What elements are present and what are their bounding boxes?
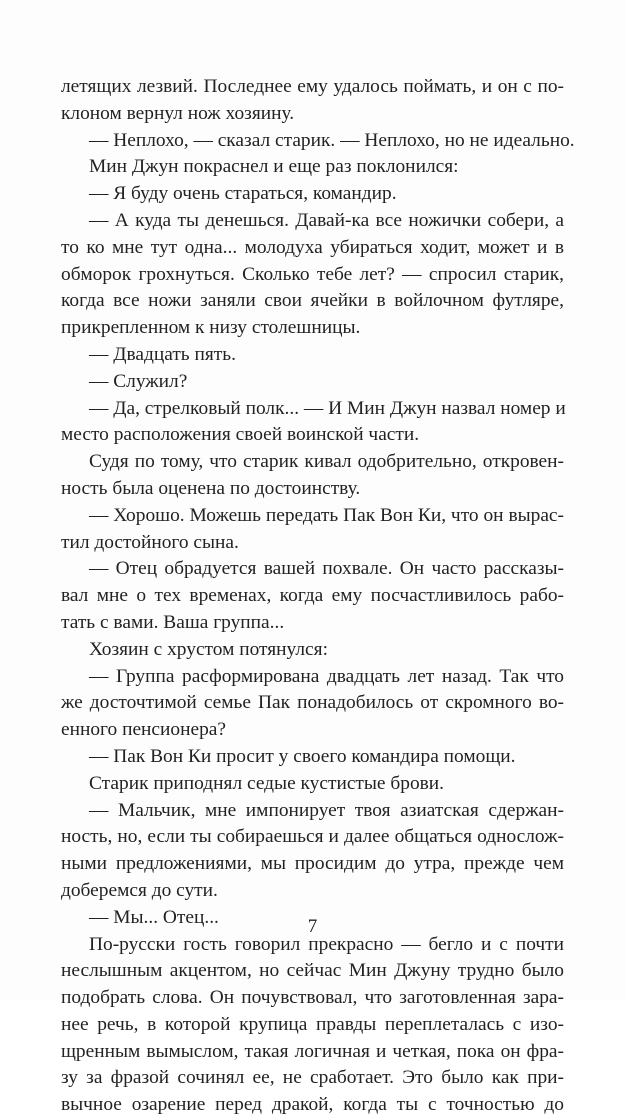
text-line: вал мне о тех временах, когда ему посчастливилось рабо- [61, 585, 564, 607]
text-line: ность была оценена по достоинству. [61, 477, 361, 499]
text-line: тил достойного сына. [61, 531, 239, 553]
text-line: — Хорошо. Можешь передать Пак Вон Ки, что он вырас- [89, 504, 564, 526]
text-line: прикрепленном к низу столешницы. [61, 317, 361, 339]
text-line: неслышным акцентом, но сейчас Мин Джуну трудно было [61, 960, 564, 982]
text-line: вычное озарение перед дракой, когда ты с точностью до [61, 1094, 564, 1116]
text-line: — Мальчик, мне импонирует твоя азиатская сдержан- [89, 799, 564, 821]
text-line: — Да, стрелковый полк... — И Мин Джун назвал номер и [89, 397, 566, 419]
text-line: — Группа расформирована двадцать лет назад. Так что [89, 665, 564, 687]
text-line: Старик приподнял седые кустистые брови. [89, 772, 445, 794]
text-line: когда все ножи заняли свои ячейки в войлочном футляре, [61, 290, 564, 312]
text-line: нее речь, в которой крупица правды переплеталась с изо- [61, 1013, 564, 1035]
text-line: ными предложениями, мы просидим до утра, прежде чем [61, 853, 564, 875]
text-line: Судя по тому, что старик кивал одобрительно, откровен- [89, 451, 564, 473]
page-number: 7 [307, 916, 318, 937]
text-line: — Отец обрадуется вашей похвале. Он часто рассказы- [89, 558, 564, 580]
text-line: — Мы... Отец... [89, 906, 219, 928]
text-line: то ко мне тут одна... молодуха убираться ходит, может и в [61, 236, 564, 258]
text-line: же досточтимой семье Пак понадобилось от скромного во- [61, 692, 564, 714]
text-line: обморок грохнуться. Сколько тебе лет? — спросил старик, [61, 263, 564, 285]
text-line: енного пенсионера? [61, 719, 227, 741]
text-line: — Служил? [89, 370, 188, 392]
text-line: ность, но, если ты собираешься и далее общаться однослож- [61, 826, 564, 848]
text-line: зу за фразой сочинял ее, не сработает. Это было как при- [61, 1067, 564, 1089]
text-line: По-русски гость говорил прекрасно — бегло и с почти [89, 933, 564, 955]
body-text [61, 74, 575, 1119]
text-line: тать с вами. Ваша группа... [61, 611, 285, 633]
text-line: — А куда ты денешься. Давай-ка все ножички собери, а [89, 209, 564, 231]
text-line: клоном вернул нож хозяину. [61, 102, 295, 124]
text-line: — Я буду очень стараться, командир. [89, 183, 397, 205]
text-line: — Неплохо, — сказал старик. — Неплохо, но не идеально. [89, 129, 575, 151]
text-line: щренным вымыслом, такая логичная и четкая, пока он фра- [61, 1040, 564, 1062]
text-line: летящих лезвий. Последнее ему удалось поймать, и он с по- [61, 76, 564, 97]
text-line: Мин Джун покраснел и еще раз поклонился: [89, 156, 459, 178]
text-line: доберемся до сути. [61, 879, 218, 901]
text-line: — Двадцать пять. [89, 343, 236, 365]
text-line: место расположения своей воинской части. [61, 424, 420, 446]
text-line: — Пак Вон Ки просит у своего командира помощи. [89, 745, 516, 767]
text-line: подобрать слова. Он почувствовал, что заготовленная зара- [61, 987, 564, 1009]
text-line: Хозяин с хрустом потянулся: [89, 638, 328, 660]
